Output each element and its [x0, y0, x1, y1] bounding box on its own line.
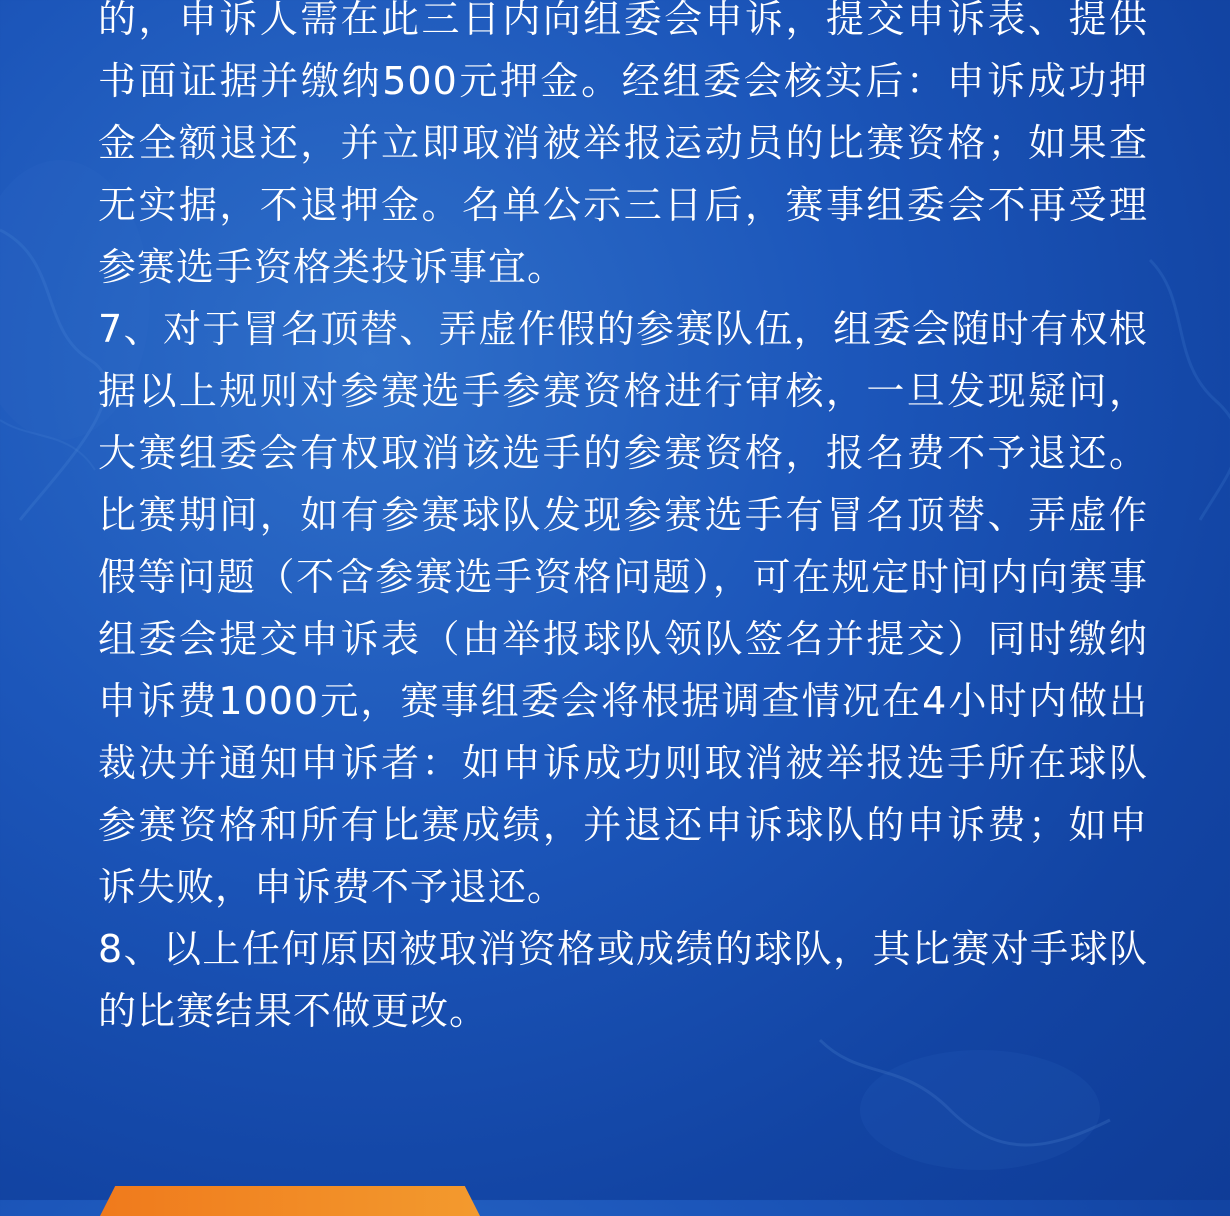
rules-text-body [98, 0, 1148, 1042]
section-header-tab [100, 1186, 480, 1216]
paragraph-6-continuation: 的，申诉人需在此三日内向组委会申诉，提交申诉表、提供书面证据并缴纳500元押金。经组委会核实后：申诉成功押金全额退还，并立即取消被举报运动员的比赛资格；如果查无实据，不退押金。名单公示三日后，赛事组委会不再受理参赛选手资格类投诉事宜。 [98, 0, 1148, 289]
paragraph-7: 7、对于冒名顶替、弄虚作假的参赛队伍，组委会随时有权根据以上规则对参赛选手参赛资格进行审核，一旦发现疑问，大赛组委会有权取消该选手的参赛资格，报名费不予退还。比赛期间，如有参赛球队发现参赛选手有冒名顶替、弄虚作假等问题（不含参赛选手资格问题），可在规定时间内向赛事组委会提交申诉表（由举报球队领队签名并提交）同时缴纳申诉费1000元，赛事组委会将根据调查情况在4小时内做出裁决并通知申诉者：如申诉成功则取消被举报选手所在球队参赛资格和所有比赛成绩，并退还申诉球队的申诉费；如申诉失败，申诉费不予退还。 [98, 307, 1148, 909]
paragraph-8: 8、以上任何原因被取消资格或成绩的球队，其比赛对手球队的比赛结果不做更改。 [98, 927, 1148, 1033]
